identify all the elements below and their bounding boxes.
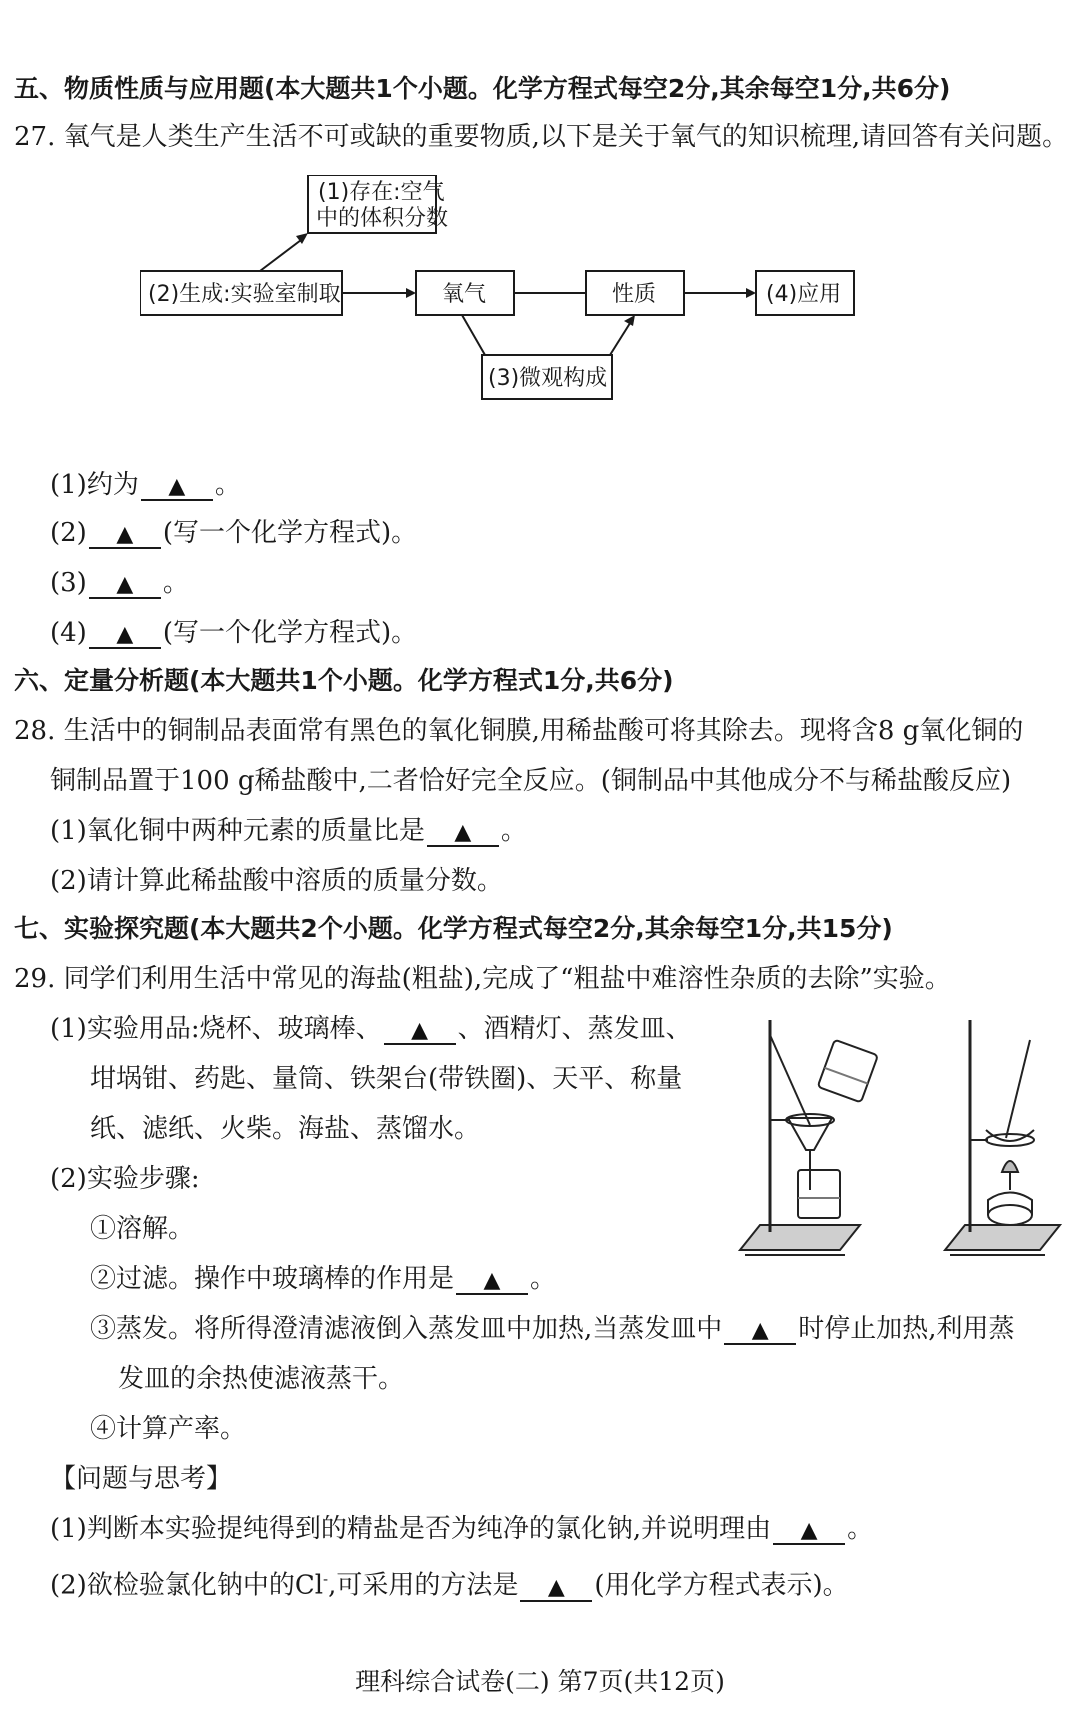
arrow-gen-to-existence [260,237,305,271]
section-7-title: 七、实验探究题(本大题共2个小题。化学方程式每空2分,其余每空1分,共15分) [14,914,893,943]
answer-blank[interactable]: ▲ [427,817,499,847]
evaporation-setup [945,1020,1060,1255]
q29-think-title: 【问题与思考】 [50,1464,233,1494]
lab-apparatus-illustration [730,1000,1070,1280]
arrow-micro-to-property [610,320,632,355]
q29-stem: 29. 同学们利用生活中常见的海盐(粗盐),完成了“粗盐中难溶性杂质的去除”实验。 [14,964,951,994]
q29-step3: ③蒸发。将所得澄清滤液倒入蒸发皿中加热,当蒸发皿中 ▲ 时停止加热,利用蒸 [90,1314,1015,1344]
q29-items-line3: 纸、滤纸、火柴。海盐、蒸馏水。 [90,1114,481,1144]
q29-step4: ④计算产率。 [90,1414,247,1444]
box-oxygen-label: 氧气 [442,282,487,307]
q28-sub1: (1)氧化铜中两种元素的质量比是 ▲ 。 [50,816,527,846]
q27-sub3: (3) ▲ 。 [50,568,189,598]
answer-blank[interactable]: ▲ [141,471,213,501]
filtration-setup [740,1020,878,1255]
answer-blank[interactable]: ▲ [89,619,161,649]
q28-stem-line1: 28. 生活中的铜制品表面常有黑色的氧化铜膜,用稀盐酸可将其除去。现将含8 g氧化铜的 [14,716,1024,746]
box-application-label: (4)应用 [766,282,842,307]
q29-steps-title: (2)实验步骤: [50,1164,200,1194]
q29-step3-line2: 发皿的余热使滤液蒸干。 [118,1364,405,1394]
box-existence-label-1: (1)存在:空气 [318,180,445,205]
oxygen-knowledge-diagram [140,175,940,460]
q29-step2: ②过滤。操作中玻璃棒的作用是 ▲ 。 [90,1264,557,1294]
q29-think2: (2)欲检验氯化钠中的Cl-,可采用的方法是 ▲ (用化学方程式表示)。 [50,1570,849,1601]
q29-step1: ①溶解。 [90,1214,195,1244]
answer-blank[interactable]: ▲ [456,1265,528,1295]
answer-blank[interactable]: ▲ [384,1015,456,1045]
q28-sub2: (2)请计算此稀盐酸中溶质的质量分数。 [50,866,503,896]
q27-sub2: (2) ▲ (写一个化学方程式)。 [50,518,418,548]
page-footer: 理科综合试卷(二) 第7页(共12页) [355,1667,725,1696]
box-property-label: 性质 [612,282,657,307]
q27-sub1: (1)约为 ▲ 。 [50,470,241,500]
section-6-title: 六、定量分析题(本大题共1个小题。化学方程式1分,共6分) [14,666,674,695]
q29-items-line2: 坩埚钳、药匙、量筒、铁架台(带铁圈)、天平、称量 [90,1064,683,1094]
box-micro-structure-label: (3)微观构成 [488,366,608,391]
answer-blank[interactable]: ▲ [89,569,161,599]
q27-sub4: (4) ▲ (写一个化学方程式)。 [50,618,418,648]
answer-blank[interactable]: ▲ [89,519,161,549]
q27-stem: 27. 氧气是人类生产生活不可或缺的重要物质,以下是关于氧气的知识梳理,请回答有关问题。 [14,122,1069,152]
answer-blank[interactable]: ▲ [773,1515,845,1545]
line-oxygen-to-micro [462,315,485,355]
answer-blank[interactable]: ▲ [724,1315,796,1345]
box-generation-label: (2)生成:实验室制取 [148,282,341,307]
q29-think1: (1)判断本实验提纯得到的精盐是否为纯净的氯化钠,并说明理由 ▲ 。 [50,1514,874,1544]
q28-stem-line2: 铜制品置于100 g稀盐酸中,二者恰好完全反应。(铜制品中其他成分不与稀盐酸反应) [50,766,1012,796]
section-5-title: 五、物质性质与应用题(本大题共1个小题。化学方程式每空2分,其余每空1分,共6分) [14,74,951,103]
box-existence-label-2: 中的体积分数 [316,206,449,231]
q29-items-line1: (1)实验用品:烧杯、玻璃棒、 ▲ 、酒精灯、蒸发皿、 [50,1014,692,1044]
answer-blank[interactable]: ▲ [520,1572,592,1602]
